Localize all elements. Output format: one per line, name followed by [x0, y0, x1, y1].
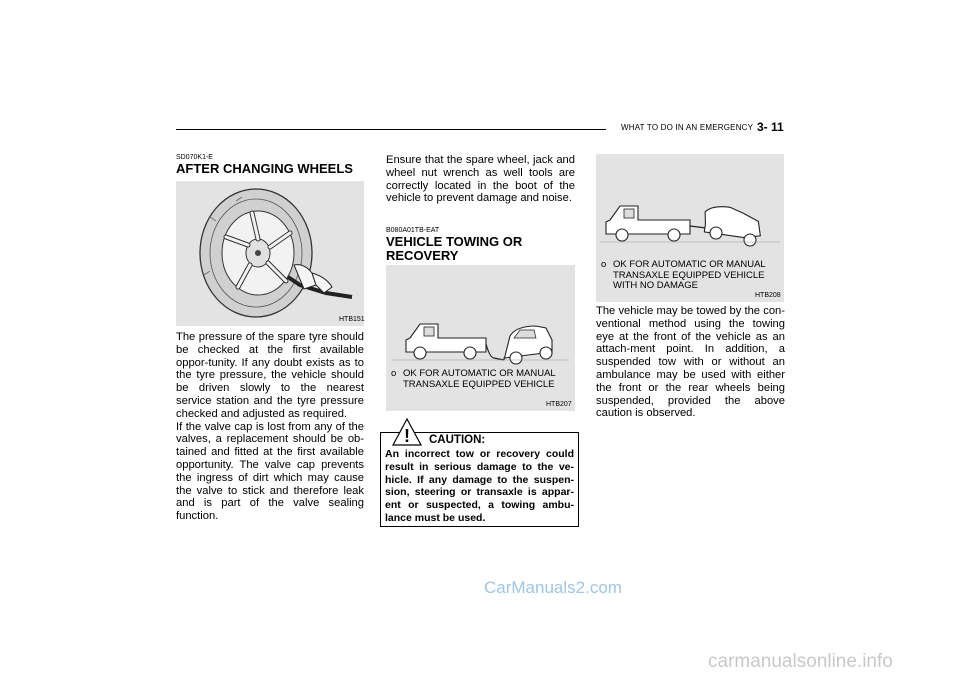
- heading-after-changing-wheels: AFTER CHANGING WHEELS: [176, 161, 353, 176]
- watermark-carmanualsonline[interactable]: carmanualsonline.info: [708, 651, 893, 672]
- caution-box: [380, 426, 579, 527]
- tow-truck-illustration-2: [596, 154, 784, 302]
- body-text-tyre-pressure: [176, 331, 364, 523]
- header-rule: [176, 129, 606, 130]
- page-number: 3- 11: [757, 120, 784, 134]
- bullet-ok-no-damage: [601, 260, 781, 292]
- section-code: SD070K1-E: [176, 154, 213, 161]
- intro-text: Ensure that the spare wheel, jack and wheel nut wrench as well tools are correctly located in the boot of the vehicle to prevent damage and noise.: [386, 154, 575, 205]
- figure-code-htb208: HTB208: [755, 292, 781, 299]
- caution-mark: !: [404, 426, 410, 446]
- paragraph-1: The pressure of the spare tyre should be checked at the first available oppor-tunity. If any doubt exists as to the tyre pressure, the vehicle should be driven slowly to the nearest service station and the tyre pressure checked and adjusted as required.: [176, 331, 364, 420]
- watermark-carmanuals2[interactable]: CarManuals2.com: [484, 578, 622, 597]
- body-text-towing: The vehicle may be towed by the con-ventional method using the towing eye at the front of the vehicle as an attach-ment point. In addition, a suspended tow with or without an ambulance may be used with either the front or the rear wheels being suspended, provided the above caution is observed.: [596, 305, 785, 420]
- bullet-text: OK FOR AUTOMATIC OR MANUAL TRANSAXLE EQUIPPED VEHICLE: [403, 368, 556, 390]
- section-code-towing: B080A01TB-EAT: [386, 227, 440, 234]
- bullet-mark-2: o: [601, 259, 607, 270]
- tyre-pressure-illustration: [176, 181, 364, 326]
- bullet-ok-automatic: [391, 369, 571, 390]
- flatbed-tow-icon: [596, 154, 784, 254]
- caution-text: An incorrect tow or recovery could result in serious damage to the ve-hicle. If any damage to the suspen-sion, steering or transaxle is appar-ent or suspected, a towing ambu-lance must be used.: [385, 448, 574, 524]
- caution-title: CAUTION:: [429, 434, 486, 446]
- tow-truck-illustration-1: [386, 265, 575, 411]
- tyre-gauge-icon: [176, 181, 364, 326]
- warning-triangle-icon: [392, 418, 422, 446]
- bullet-text-2: OK FOR AUTOMATIC OR MANUAL TRANSAXLE EQUIPPED VEHICLE WITH NO DAMAGE: [613, 259, 766, 291]
- section-title: WHAT TO DO IN AN EMERGENCY: [621, 123, 754, 132]
- bullet-mark: o: [391, 368, 397, 379]
- figure-code-htb151: HTB151: [339, 316, 365, 323]
- heading-vehicle-towing: VEHICLE TOWING OR RECOVERY: [386, 234, 523, 263]
- paragraph-2: If the valve cap is lost from any of the valves, a replacement should be ob-tained and fitted at the first available opportunity. The valve cap prevents the ingress of dirt which may cause the valve to stick and therefore leak and is part of the valve sealing function.: [176, 420, 364, 523]
- figure-code-htb207: HTB207: [546, 401, 572, 408]
